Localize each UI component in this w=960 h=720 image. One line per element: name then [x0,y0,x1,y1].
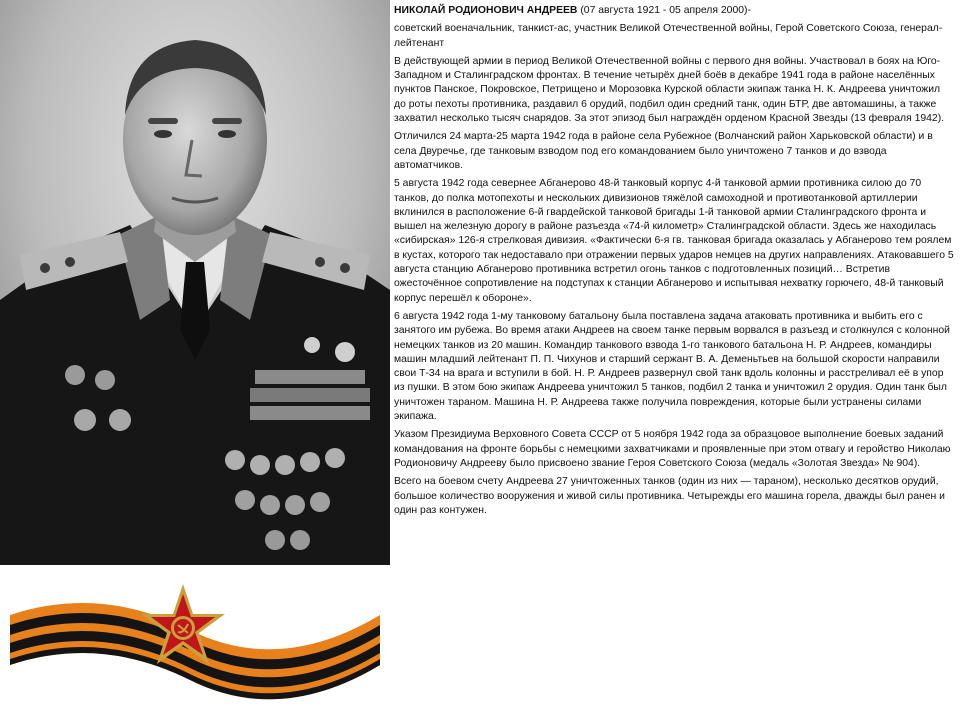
paragraph-hero-decree: Указом Президиума Верховного Совета СССР от 5 ноября 1942 года за образцовое выполнение боевых заданий командования на фронте борьбы с немецкими захватчиками и проявленные при этом отвагу и геройство Николаю Родионовичу Андрееву было присвоено звание Героя Советского Союза (медаль «Золотая Звезда» № 904). [394,429,951,469]
portrait-photo [0,0,390,565]
paragraph-battle-aug6: 6 августа 1942 года 1-му танковому батальону была поставлена задача атаковать противника и выбить его с занятого им рубежа. Во время атаки Андреев на своем танке первым ворвался в разъезд и столкнулся с колонной немецких танков из 20 машин. Командир танкового взвода 1-го танкового батальона Н. Р. Андреев, командиры машин младший лейтенант П. П. Чихунов и старший сержант В. А. Деменьтьев на большой скорости направили свои Т-34 на врага и вступили в бой. Н. Р. Андреев развернул свой танк вдоль колонны и расстреливал её в упор из пушки. В этом бою экипаж Андреева уничтожил 5 танков, подбил 2 танка и уничтожил 2 орудия. Один танк был уничтожен тараном. Машина Н. Р. Андреева также получила повреждения, которые были устранены силами экипажа. [394,310,950,423]
paragraph-combat-record: Всего на боевом счету Андреева 27 уничтоженных танков (один из них — тараном), несколько десятков орудий, большое количество вооружения и живой силы противника. Четырежды его машина горела, дважды был ранен и один раз контужен. [394,476,945,516]
person-name: НИКОЛАЙ РОДИОНОВИЧ АНДРЕЕВ [394,5,578,16]
paragraph-title-summary: советский военачальник, танкист-ас, участник Великой Отечественной войны, Герой Советского Союза, генерал-лейтенант [394,23,943,49]
biography-text [394,4,954,522]
st-george-ribbon-emblem [0,575,390,720]
paragraph-war-service: В действующей армии в период Великой Отечественной войны с первого дня войны. Участвовал в боях на Юго-Западном и Сталинградском фронтах. В течение четырёх дней боёв в декабре 1941 года в районе населённых пунктов Панское, Покровское, Петрищено и Морозовка Курской области экипаж танка Н. К. Андреева уничтожил до роты пехоты противника, раздавил 6 орудий, подбил один средний танк, один БТР, две автомашины, а также захватил несколько тысяч снарядов. За этот эпизод был награждён орденом Красной Звезды (13 февраля 1942). [394,55,945,125]
paragraph-abganerovo-aug5: 5 августа 1942 года севернее Абганерово 48-й танковый корпус 4-й танковой армии противника силою до 70 танков, до полка мотопехоты и нескольких дивизионов тяжёлой самоходной и противотанковой артиллерии вклинился в расположение 6-й гвардейской танковой бригады 1-й танковой армии Сталинградского фронта и вышел на железную дорогу в районе разъезда «74-й километр» Сталинградской области. Здесь же находилась «сибирская» 126-я стрелковая дивизия. «Фактически 6-я гв. танковая бригада оказалась у Абганерово тем роялем в кустах, которого так недоставало при отражении первых ударов немцев на других направлениях. Атаковавшего 5 августа станцию Абганерово противника встретил огонь танков с подготовленных позиций… Встретив ожесточённое сопротивление на подступах к станции Абганерово и испытывая нехватку горючего, 48-й танковый корпус перешёл к обороне». [394,178,954,304]
biography-heading [394,4,954,18]
paragraph-rubezhnoe: Отличился 24 марта-25 марта 1942 года в районе села Рубежное (Волчанский район Харьковской области) и в села Двуречье, где танковым взводом под его командованием было уничтожено 7 танков и до взвода автоматчиков. [394,131,933,171]
life-dates: (07 августа 1921 - 05 апреля 2000)- [577,5,751,16]
